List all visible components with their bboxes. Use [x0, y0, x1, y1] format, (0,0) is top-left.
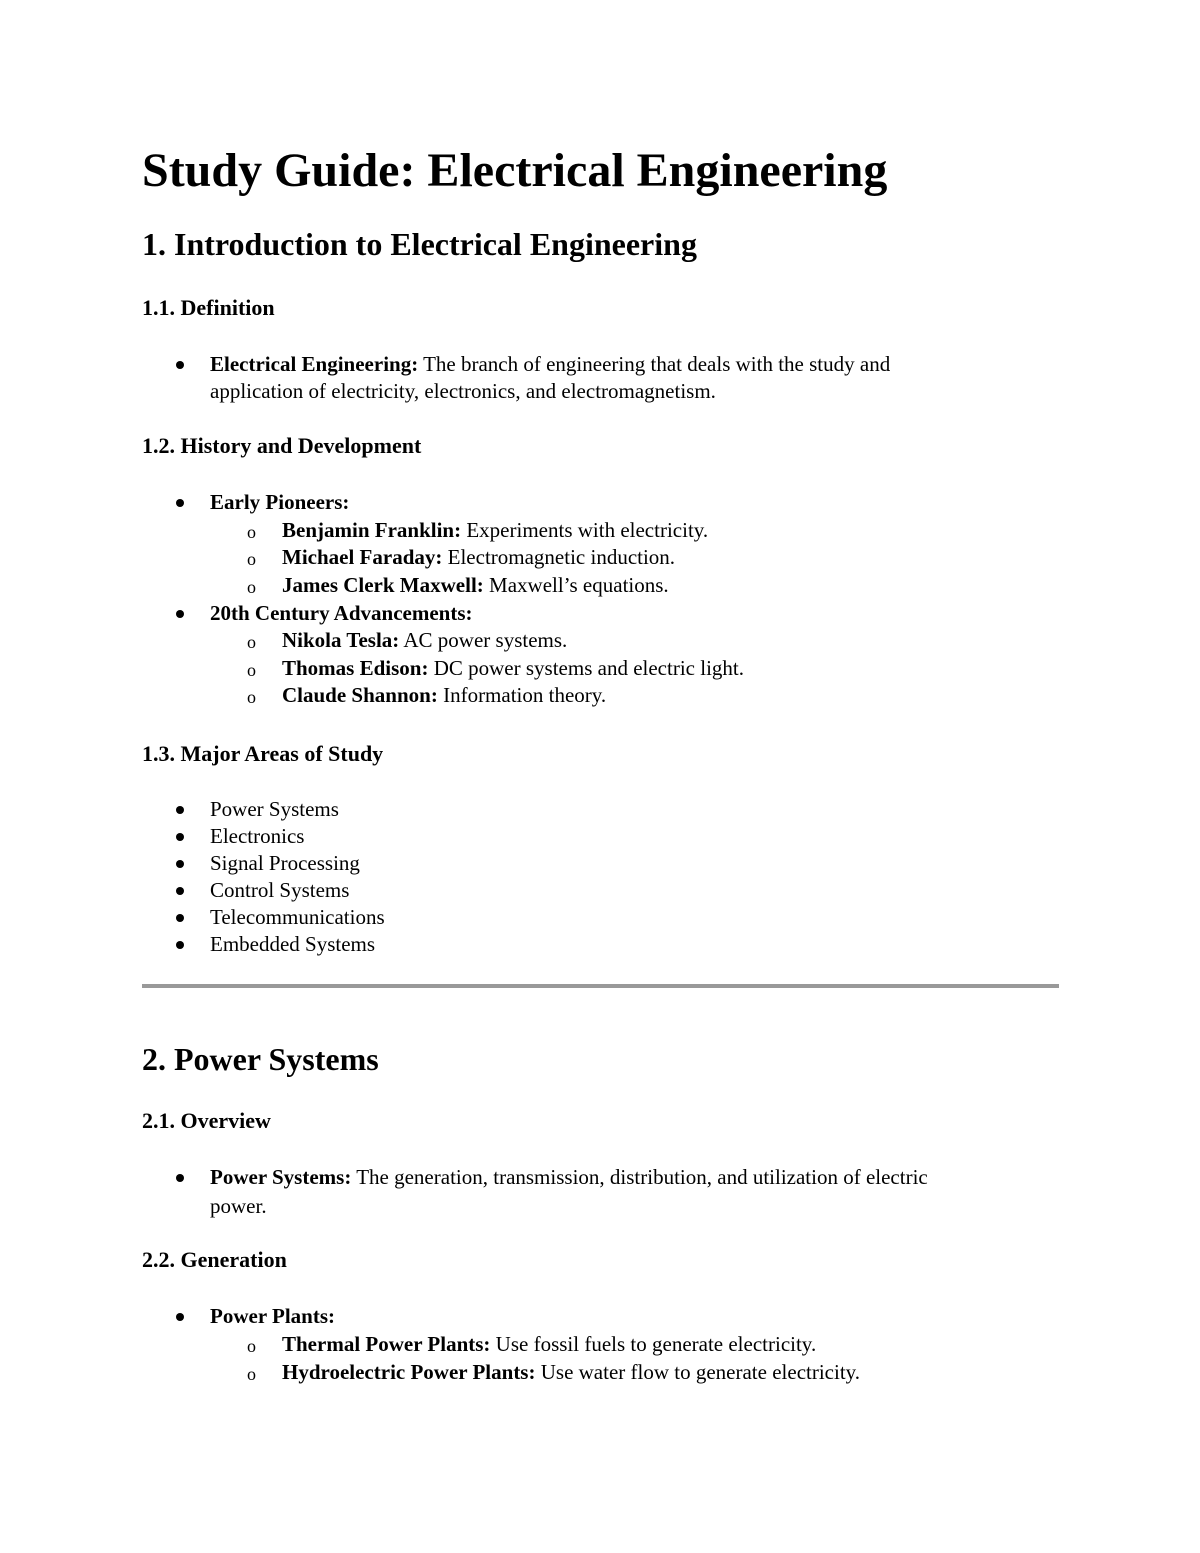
list-item: Embedded Systems	[210, 932, 376, 956]
section-2-heading: 2. Power Systems	[142, 1041, 379, 1077]
bullet-icon	[176, 833, 184, 841]
item-name: Nikola Tesla:	[282, 628, 400, 652]
advancements-label: 20th Century Advancements:	[210, 601, 473, 625]
sub-bullet-icon: o	[247, 687, 256, 707]
item-name: Thomas Edison:	[282, 656, 429, 680]
sub-bullet-icon: o	[247, 577, 256, 597]
bullet-icon	[176, 914, 184, 922]
overview-term: Power Systems:	[210, 1165, 352, 1189]
list-item	[282, 1358, 860, 1386]
definition-line-1	[210, 350, 890, 378]
sub-bullet-icon: o	[247, 632, 256, 652]
list-item	[282, 1330, 816, 1358]
item-name: Thermal Power Plants:	[282, 1332, 491, 1356]
definition-term: Electrical Engineering:	[210, 352, 419, 376]
list-item	[282, 516, 708, 544]
item-desc: Experiments with electricity.	[461, 518, 709, 542]
sub-bullet-icon: o	[247, 1336, 256, 1356]
overview-line-2: power.	[210, 1194, 267, 1218]
bullet-icon	[176, 361, 184, 369]
section-divider	[142, 984, 1059, 988]
overview-line-1	[210, 1163, 928, 1191]
item-name: James Clerk Maxwell:	[282, 573, 484, 597]
bullet-icon	[176, 610, 184, 618]
list-item	[282, 543, 675, 571]
item-desc: Use water flow to generate electricity.	[535, 1360, 861, 1384]
section-1-heading: 1. Introduction to Electrical Engineering	[142, 226, 697, 262]
item-desc: Information theory.	[437, 683, 607, 707]
sub-bullet-icon: o	[247, 522, 256, 542]
definition-text: The branch of engineering that deals with the study and	[418, 352, 891, 376]
item-desc: AC power systems.	[399, 628, 568, 652]
bullet-icon	[176, 806, 184, 814]
history-heading: 1.2. History and Development	[142, 433, 422, 458]
definition-heading: 1.1. Definition	[142, 295, 275, 320]
sub-bullet-icon: o	[247, 1364, 256, 1384]
item-desc: Use fossil fuels to generate electricity.	[490, 1332, 817, 1356]
list-item: Power Systems	[210, 797, 339, 821]
list-item: Control Systems	[210, 878, 350, 902]
item-desc: Maxwell’s equations.	[483, 573, 669, 597]
bullet-icon	[176, 499, 184, 507]
list-item: Electronics	[210, 824, 305, 848]
list-item	[282, 654, 744, 682]
item-name: Michael Faraday:	[282, 545, 443, 569]
item-name: Claude Shannon:	[282, 683, 438, 707]
definition-line-2: application of electricity, electronics, and electromagnetism.	[210, 379, 716, 403]
list-item	[282, 571, 669, 599]
bullet-icon	[176, 941, 184, 949]
sub-bullet-icon: o	[247, 660, 256, 680]
list-item	[282, 681, 606, 709]
overview-heading: 2.1. Overview	[142, 1108, 271, 1133]
item-name: Benjamin Franklin:	[282, 518, 462, 542]
power-plants-label: Power Plants:	[210, 1304, 336, 1328]
item-name: Hydroelectric Power Plants:	[282, 1360, 536, 1384]
list-item	[282, 626, 567, 654]
areas-heading: 1.3. Major Areas of Study	[142, 741, 384, 766]
bullet-icon	[176, 887, 184, 895]
item-desc: Electromagnetic induction.	[442, 545, 676, 569]
bullet-icon	[176, 1174, 184, 1182]
item-desc: DC power systems and electric light.	[428, 656, 744, 680]
list-item: Telecommunications	[210, 905, 385, 929]
list-item: Signal Processing	[210, 851, 360, 875]
page-title: Study Guide: Electrical Engineering	[142, 144, 888, 197]
early-pioneers-label: Early Pioneers:	[210, 490, 350, 514]
overview-text: The generation, transmission, distribution, and utilization of electric	[351, 1165, 928, 1189]
bullet-icon	[176, 1313, 184, 1321]
sub-bullet-icon: o	[247, 549, 256, 569]
bullet-icon	[176, 860, 184, 868]
generation-heading: 2.2. Generation	[142, 1247, 287, 1272]
